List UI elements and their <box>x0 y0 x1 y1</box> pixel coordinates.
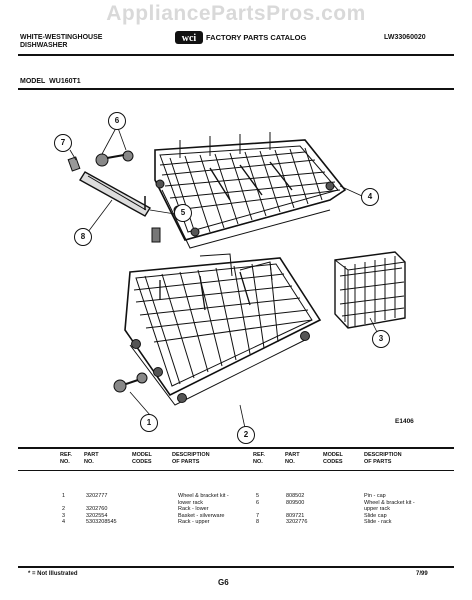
footer-date: 7/99 <box>416 571 428 577</box>
catalog-title: FACTORY PARTS CATALOG <box>206 33 307 42</box>
table-row: 4 5303208545 Rack - upper <box>62 519 210 525</box>
svg-text:wci: wci <box>181 33 197 44</box>
callout-5: 5 <box>174 204 192 222</box>
callout-3: 3 <box>372 330 390 348</box>
slide-cap-drawing <box>68 157 80 171</box>
header-rule <box>18 54 454 56</box>
table-row: 3 3202554 Basket - silverware <box>62 512 225 519</box>
left-part-header: PART NO. <box>84 452 99 465</box>
table-row: lower rack <box>178 499 204 506</box>
right-part-header: PART NO. <box>285 452 300 465</box>
page-number: G6 <box>218 578 229 587</box>
callout-8: 8 <box>74 228 92 246</box>
callout-7: 7 <box>54 134 72 152</box>
lower-wheel-1 <box>114 380 126 392</box>
footer-rule <box>18 566 454 568</box>
table-row: 6 809500 Wheel & bracket kit - <box>256 499 415 506</box>
right-model-header: MODEL CODES <box>323 452 343 465</box>
watermark-text: AppliancePartsPros.com <box>106 2 366 25</box>
left-desc-header: DESCRIPTION OF PARTS <box>172 452 210 465</box>
table-header-rule <box>18 470 454 471</box>
callout-2: 2 <box>237 426 255 444</box>
table-row: 2 3202760 Rack - lower <box>62 506 209 512</box>
silverware-basket-drawing <box>335 252 405 328</box>
right-desc-header: DESCRIPTION OF PARTS <box>364 452 402 465</box>
upper-wheel-2 <box>123 151 133 161</box>
callout-4: 4 <box>361 188 379 206</box>
right-ref-header: REF. NO. <box>253 452 265 465</box>
table-row: 7 809721 Slide cap <box>256 512 387 519</box>
wci-logo <box>175 31 203 49</box>
lower-wheel-2 <box>137 373 147 383</box>
table-row: 5 808502 Pin - cap <box>256 493 386 499</box>
catalog-number: LW33060020 <box>384 34 426 41</box>
callout-1: 1 <box>140 414 158 432</box>
upper-rack-drawing <box>155 132 345 248</box>
diagram-code: E1406 <box>395 418 414 425</box>
right-parts-table <box>256 493 415 526</box>
left-model-header: MODEL CODES <box>132 452 152 465</box>
table-row: 8 3202776 Slide - rack <box>256 519 392 525</box>
table-top-rule <box>18 447 454 449</box>
callout-6: 6 <box>108 112 126 130</box>
model-label: MODEL WU160T1 <box>20 78 81 85</box>
footer-note: * = Not Illustrated <box>28 571 78 577</box>
upper-wheel-1 <box>96 154 108 166</box>
table-row: 1 3202777 Wheel & bracket kit - <box>62 493 229 499</box>
brand-line-1: WHITE-WESTINGHOUSE <box>20 34 103 41</box>
left-parts-table <box>62 493 229 526</box>
brand-line-2: DISHWASHER <box>20 42 68 49</box>
lower-rack-drawing <box>114 254 320 405</box>
slide-cap-end-drawing <box>152 228 160 242</box>
left-ref-header: REF. NO. <box>60 452 72 465</box>
table-row: upper rack <box>364 506 390 512</box>
model-value: WU160T1 <box>49 78 81 85</box>
